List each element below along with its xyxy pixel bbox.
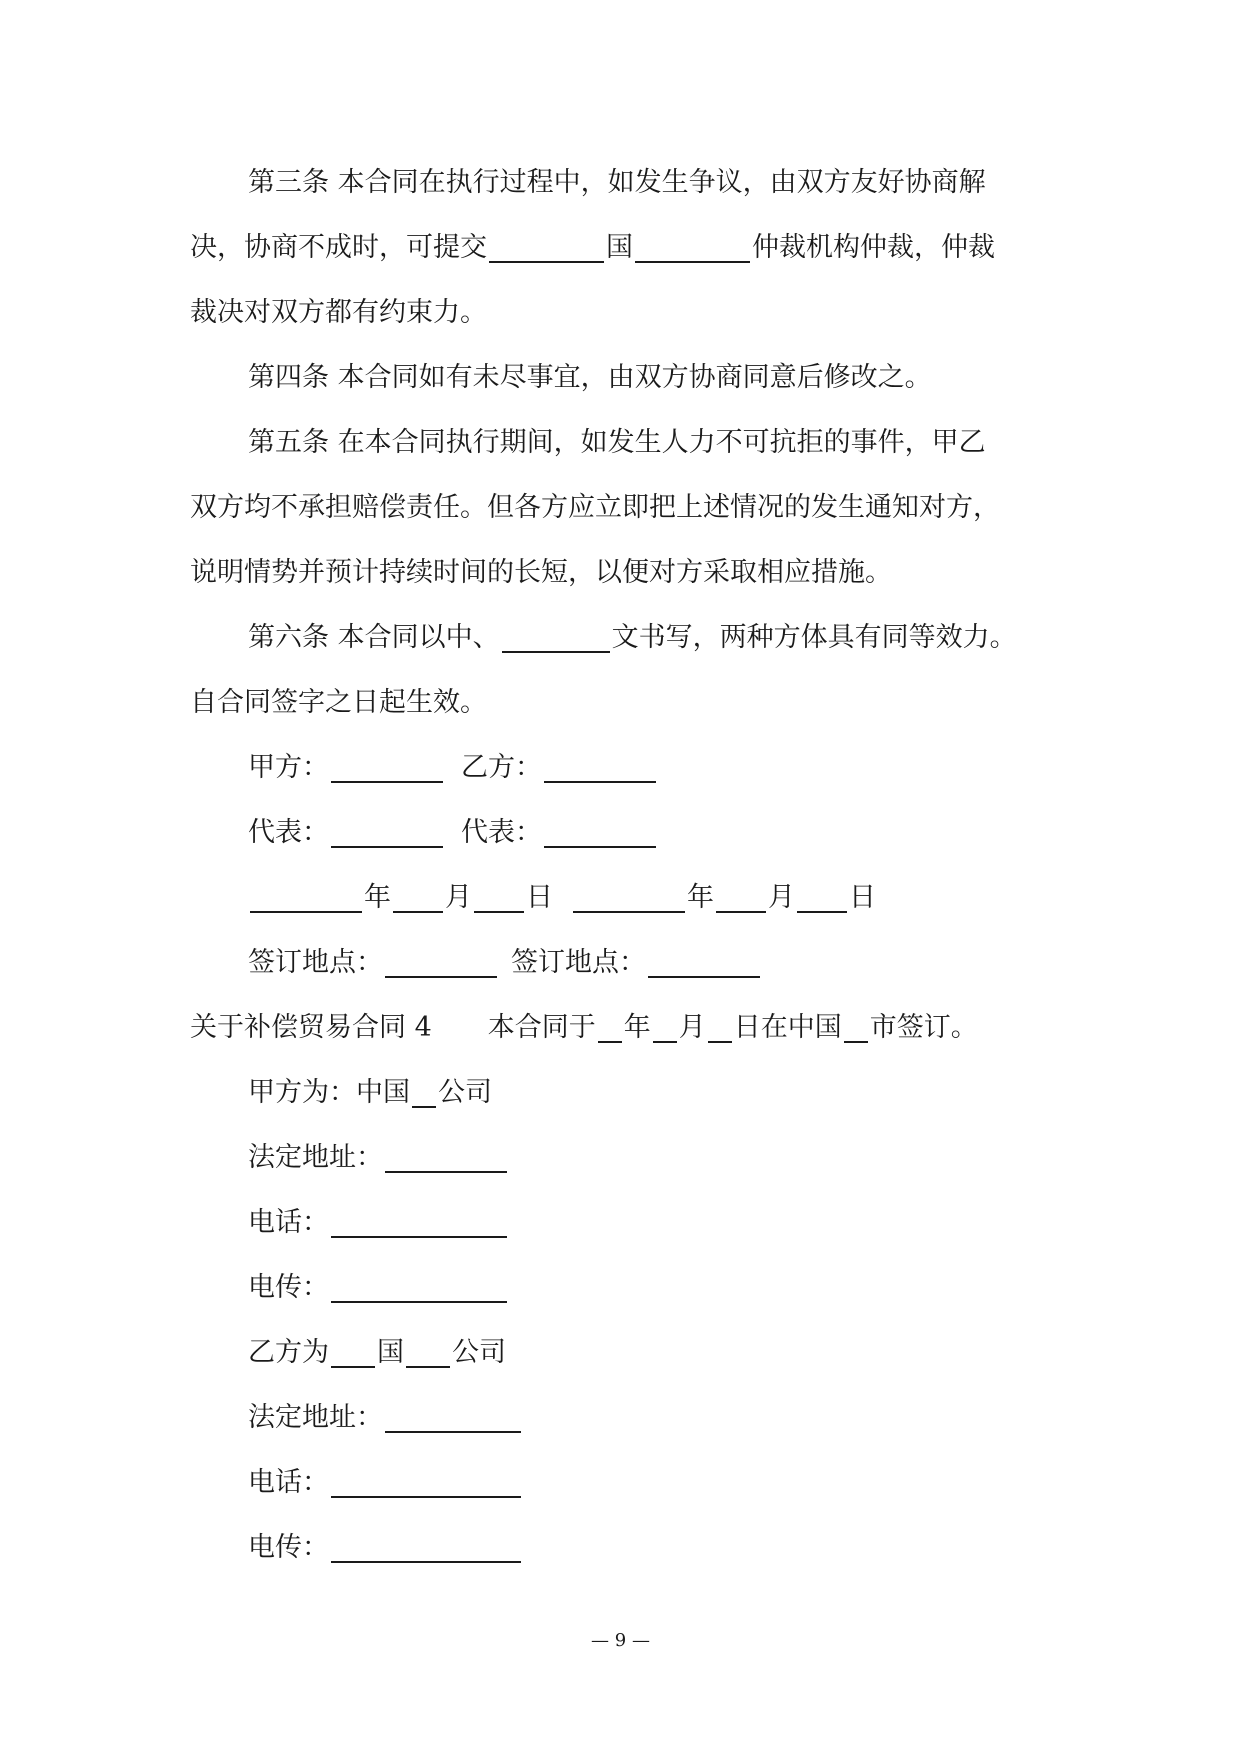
phone-b-label: 电话： bbox=[248, 1467, 329, 1498]
blank-field bbox=[331, 1336, 375, 1368]
blank-field bbox=[708, 1011, 732, 1043]
blank-field bbox=[331, 816, 443, 848]
contract4-address-b bbox=[190, 1385, 1060, 1450]
article5-line2: 双方均不承担赔偿责任。但各方应立即把上述情况的发生通知对方， bbox=[190, 492, 1000, 523]
blank-field bbox=[406, 1336, 450, 1368]
address-b-label: 法定地址： bbox=[248, 1402, 383, 1433]
address-a-label: 法定地址： bbox=[248, 1142, 383, 1173]
contract4-heading: 关于补偿贸易合同 4 bbox=[190, 1012, 432, 1043]
contract4-fax-a bbox=[190, 1255, 1060, 1320]
contract4-intro bbox=[190, 995, 1060, 1060]
blank-field bbox=[474, 881, 524, 913]
blank-field bbox=[635, 231, 750, 263]
contract4-phone-a bbox=[190, 1190, 1060, 1255]
party-a-prefix: 甲方为：中国 bbox=[248, 1077, 410, 1108]
contract4-phone-b bbox=[190, 1450, 1060, 1515]
blank-field bbox=[653, 1011, 677, 1043]
blank-field bbox=[250, 881, 362, 913]
party-a-label: 甲方： bbox=[248, 752, 329, 783]
blank-field bbox=[385, 1141, 507, 1173]
contract4-intro-d: 日在中国 bbox=[733, 1012, 842, 1043]
place-b-label: 签订地点： bbox=[511, 947, 646, 978]
signature-representatives bbox=[190, 800, 1060, 865]
blank-field bbox=[573, 881, 685, 913]
contract4-fax-b bbox=[190, 1515, 1060, 1580]
blank-field bbox=[648, 946, 760, 978]
blank-field bbox=[331, 1271, 507, 1303]
blank-field bbox=[331, 1531, 521, 1563]
month-label: 月 bbox=[768, 882, 795, 913]
blank-field bbox=[331, 1206, 507, 1238]
contract4-intro-b: 年 bbox=[623, 1012, 651, 1043]
contract4-party-b bbox=[190, 1320, 1060, 1385]
blank-field bbox=[598, 1011, 622, 1043]
article3-line2a: 决，协商不成时，可提交 bbox=[190, 232, 487, 263]
article6-line1b: 文书写，两种方体具有同等效力。 bbox=[611, 622, 1017, 653]
blank-field bbox=[393, 881, 443, 913]
signature-places bbox=[190, 930, 1060, 995]
blank-field bbox=[544, 751, 656, 783]
article3-line3: 裁决对双方都有约束力。 bbox=[190, 297, 487, 328]
rep-a-label: 代表： bbox=[248, 817, 329, 848]
party-b-suffix: 公司 bbox=[452, 1337, 506, 1368]
blank-field bbox=[412, 1076, 436, 1108]
blank-field bbox=[331, 1466, 521, 1498]
party-a-suffix: 公司 bbox=[438, 1077, 492, 1108]
blank-field bbox=[544, 816, 656, 848]
party-b-country: 国 bbox=[377, 1337, 404, 1368]
contract4-intro-e: 市签订。 bbox=[869, 1012, 978, 1043]
blank-field bbox=[844, 1011, 868, 1043]
blank-field bbox=[502, 621, 610, 653]
article6-line2: 自合同签字之日起生效。 bbox=[190, 687, 487, 718]
blank-field bbox=[489, 231, 604, 263]
day-label: 日 bbox=[526, 882, 553, 913]
day-label: 日 bbox=[849, 882, 876, 913]
signature-parties bbox=[190, 735, 1060, 800]
month-label: 月 bbox=[445, 882, 472, 913]
document-body bbox=[190, 150, 1060, 1580]
blank-field bbox=[716, 881, 766, 913]
article3-line1: 第三条 本合同在执行过程中，如发生争议，由双方友好协商解 bbox=[248, 167, 986, 198]
article3-line2c: 仲裁机构仲裁，仲裁 bbox=[752, 232, 995, 263]
blank-field bbox=[385, 946, 497, 978]
fax-a-label: 电传： bbox=[248, 1272, 329, 1303]
article5-line1: 第五条 在本合同执行期间，如发生人力不可抗拒的事件，甲乙 bbox=[248, 427, 986, 458]
contract4-intro-c: 月 bbox=[678, 1012, 706, 1043]
fax-b-label: 电传： bbox=[248, 1532, 329, 1563]
rep-b-label: 代表： bbox=[461, 817, 542, 848]
article6-line1a: 第六条 本合同以中、 bbox=[248, 622, 500, 653]
signature-dates bbox=[190, 865, 1060, 930]
year-label: 年 bbox=[687, 882, 714, 913]
article3-line2b: 国 bbox=[606, 232, 633, 263]
article4-line: 第四条 本合同如有未尽事宜，由双方协商同意后修改之。 bbox=[248, 362, 932, 393]
party-b-label: 乙方： bbox=[461, 752, 542, 783]
article3-line2 bbox=[190, 215, 1060, 280]
party-b-prefix: 乙方为 bbox=[248, 1337, 329, 1368]
contract4-intro-a: 本合同于 bbox=[487, 1012, 596, 1043]
contract4-party-a bbox=[190, 1060, 1060, 1125]
blank-field bbox=[797, 881, 847, 913]
year-label: 年 bbox=[364, 882, 391, 913]
blank-field bbox=[385, 1401, 521, 1433]
contract4-address-a bbox=[190, 1125, 1060, 1190]
article6-line1 bbox=[190, 605, 1060, 670]
blank-field bbox=[331, 751, 443, 783]
place-a-label: 签订地点： bbox=[248, 947, 383, 978]
article5-line3: 说明情势并预计持续时间的长短，以便对方采取相应措施。 bbox=[190, 557, 892, 588]
page-number: — 9 — bbox=[591, 1630, 650, 1651]
phone-a-label: 电话： bbox=[248, 1207, 329, 1238]
